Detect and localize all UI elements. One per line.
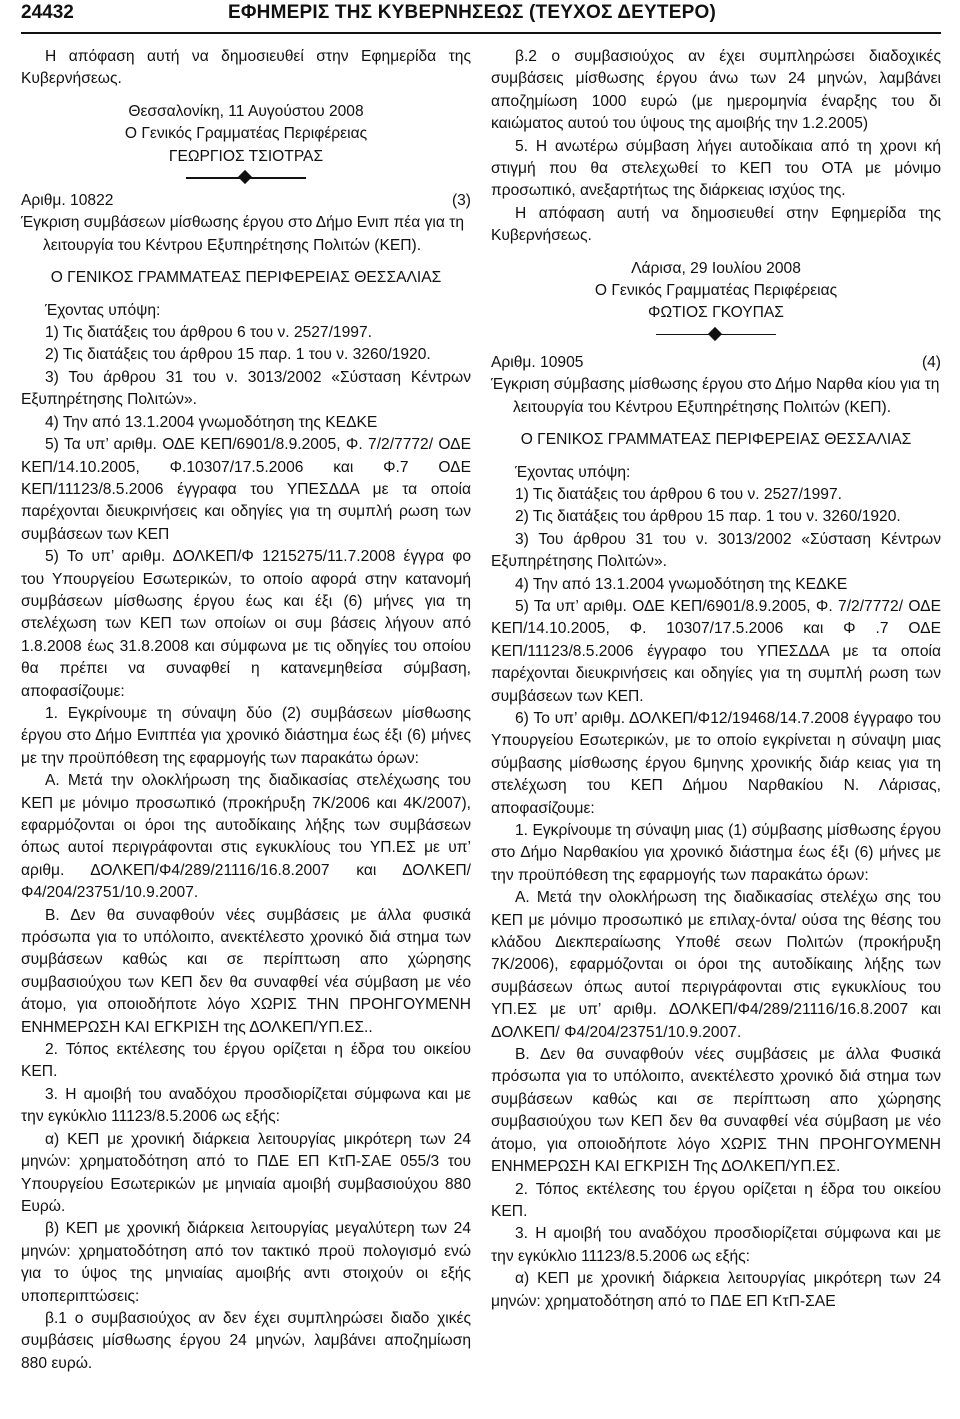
body-paragraph: Α. Μετά την ολοκλήρωση της διαδικασίας στελέχω σης του ΚΕΠ με μόνιμο προσωπικό με επιλαχ-όντα/ ούσα της θέσης του κλάδου Διεκπεραίωσης Υποθέ σεων Πολιτών (προκήρυξη 7Κ/2006), εφαρμόζονται οι όροι της αυτοδίκαιης λήξης των συμβάσεων όπως αυτοί περιγράφονται στις εγκυκλίους του ΥΠ.ΕΣ με υπ’ αριθμ. ΔΟΛΚΕΠ/Φ4/289/21116/16.8.2007 και ΔΟΛΚΕΠ/ Φ4/204/23751/10.9.2007.	[491, 889, 941, 1041]
issuing-authority: Ο ΓΕΝΙΚΟΣ ΓΡΑΜΜΑΤΕΑΣ ΠΕΡΙΦΕΡΕΙΑΣ ΘΕΣΣΑΛΙΑΣ	[520, 431, 912, 449]
body-paragraph: β.2 ο συμβασιούχος αν έχει συμπληρώσει διαδοχικές συμβάσεις μίσθωσης έργου άνω των 24 μηνών, λαμβάνει αποζημίωση 1000 ευρώ (με ημερομηνία έναρξης του δι καιώματος αυτού του ύψους της αμοιβής την 1.2.2005)	[491, 48, 941, 133]
left-body	[21, 322, 471, 1375]
decision-number: Αριθμ. 10822	[21, 192, 114, 210]
body-paragraph: α) ΚΕΠ με χρονική διάρκεια λειτουργίας μικρότερη των 24 μηνών: χρηματοδότηση από το ΠΔΕ ΕΠ ΚτΠ-ΣΑΕ	[491, 1270, 941, 1310]
section-divider-ornament	[656, 326, 776, 344]
publication-note: Η απόφαση αυτή να δημοσιευθεί στην Εφημερίδα της Κυβερνήσεως.	[21, 48, 471, 88]
body-paragraph: 1. Εγκρίνουμε τη σύναψη δύο (2) συμβάσεων μίσθωσης έργου στο Δήμο Ενιππέα για χρονικό διάστημα έως έξι (6) μήνες με την προϋπόθεση της εφαρμογής των παρακάτω όρων:	[21, 704, 471, 767]
body-paragraph: 4) Την από 13.1.2004 γνωμοδότηση της ΚΕΔΚΕ	[45, 413, 378, 431]
having-regard: Έχοντας υπόψη:	[45, 301, 161, 319]
body-paragraph: 2. Τόπος εκτέλεσης του έργου ορίζεται η έδρα του οικείου ΚΕΠ.	[491, 1180, 941, 1220]
body-paragraph: 5) Τα υπ’ αριθμ. ΟΔΕ ΚΕΠ/6901/8.9.2005, Φ. 7/2/7772/ ΟΔΕ ΚΕΠ/14.10.2005, Φ. 10307/17.5.2006 και Φ .7 ΟΔΕ ΚΕΠ/11123/8.5.2006 έγγραφο του ΥΠΕΣΔΔΑ με τα οποία παρέχονται διευκρινήσεις και οδηγίες για τη συμπλή ρωση των συμβάσεων των ΚΕΠ.	[491, 597, 941, 705]
body-paragraph: 5. Η ανωτέρω σύμβαση λήγει αυτοδίκαια από τη χρονι κή στιγμή που θα στελεχωθεί το ΚΕΠ του ΟΤΑ με μόνιμο προσωπικό, ανεξαρτήτως της διάρκειας ισχύος της.	[491, 137, 941, 200]
body-paragraph: 1) Τις διατάξεις του άρθρου 6 του ν. 2527/1997.	[515, 485, 842, 503]
header-rule	[21, 32, 941, 34]
body-paragraph: Β. Δεν θα συναφθούν νέες συμβάσεις με άλλα Φυσικά πρόσωπα για το υπόλοιπο, ανεκτέλεστο χρονικό διά στημα των συμβάσεων καθώς και σε περίπτωση απο χώρησης συμβασιούχου των ΚΕΠ δεν θα συναφθεί νέα σύμβαση με νέο άτομο, για οποιοδήποτε λόγο ΧΩΡΙΣ ΤΗΝ ΠΡΟΗΓΟΥΜΕΝΗ ΕΝΗΜΕΡΩΣΗ ΚΑΙ ΕΓΚΡΙΣΗ Της ΔΟΛΚΕΠ/ΥΠ.ΕΣ.	[491, 1046, 941, 1176]
place-date: Θεσσαλονίκη, 11 Αυγούστου 2008	[128, 102, 364, 120]
decision-title: Έγκριση συμβάσεων μίσθωσης έργου στο Δήμο Ενιπ πέα για τη λειτουργία του Κέντρου Εξυπηρέτησης Πολιτών (ΚΕΠ).	[21, 214, 465, 254]
body-paragraph: 2) Τις διατάξεις του άρθρου 15 παρ. 1 του ν. 3260/1920.	[515, 508, 901, 526]
signer-name: ΦΩΤΙΟΣ ΓΚΟΥΠΑΣ	[648, 304, 784, 322]
place-date: Λάρισα, 29 Ιουλίου 2008	[631, 259, 801, 277]
body-paragraph: 4) Την από 13.1.2004 γνωμοδότηση της ΚΕΔΚΕ	[515, 575, 848, 593]
signer-title: Ο Γενικός Γραμματέας Περιφέρειας	[594, 282, 838, 300]
body-paragraph: 1. Εγκρίνουμε τη σύναψη μιας (1) σύμβασης μίσθωσης έργου στο Δήμο Ναρθακίου για χρονικό διάστημα έως έξι (6) μήνες με την προϋπόθεση της εφαρμογής των παρακάτω όρων:	[491, 822, 941, 884]
body-paragraph: 3. Η αμοιβή του αναδόχου προσδιορίζεται σύμφωνα και με την εγκύκλιο 11123/8.5.2006 ως εξής:	[21, 1085, 471, 1126]
signer-name: ΓΕΩΡΓΙΟΣ ΤΣΙΟΤΡΑΣ	[168, 147, 324, 165]
decision-index: (3)	[451, 192, 471, 210]
section-divider-ornament	[186, 169, 306, 187]
signer-title: Ο Γενικός Γραμματέας Περιφέρειας	[124, 125, 368, 143]
left-column	[21, 46, 471, 1375]
body-paragraph: α) ΚΕΠ με χρονική διάρκεια λειτουργίας μικρότερη των 24 μηνών: χρηματοδότηση από το ΠΔΕ ΕΠ ΚτΠ-ΣΑΕ 055/3 του Υπουργείου Εσωτερικών με μηνιαία αμοιβή συμβασιούχου 880 Ευρώ.	[21, 1130, 471, 1215]
body-paragraph: 6) Το υπ’ αριθμ. ΔΟΛΚΕΠ/Φ12/19468/14.7.2008 έγγραφο του Υπουργείου Εσωτερικών, με το οποίο εγκρίνεται η σύναψη μιας σύμβασης μίσθωσης έργου 6μηνης χρονικής διάρ κειας για τη στελέχωση του ΚΕΠ Δήμου Ναρθακίου Ν. Λάρισας, αποφασίζουμε:	[491, 709, 941, 817]
body-paragraph: 2. Τόπος εκτέλεσης του έργου ορίζεται η έδρα του οικείου ΚΕΠ.	[21, 1041, 471, 1081]
issuing-authority: Ο ΓΕΝΙΚΟΣ ΓΡΑΜΜΑΤΕΑΣ ΠΕΡΙΦΕΡΕΙΑΣ ΘΕΣΣΑΛΙΑΣ	[50, 269, 442, 287]
body-paragraph: 2) Τις διατάξεις του άρθρου 15 παρ. 1 του ν. 3260/1920.	[45, 346, 431, 364]
body-paragraph: Α. Μετά την ολοκλήρωση της διαδικασίας στελέχωσης του ΚΕΠ με μόνιμο προσωπικό (προκήρυξη 7Κ/2006 και 4Κ/2007), εφαρμόζονται οι όροι της αυτοδίκαιης λήξης των συμβάσεων όπως αυτοί περιγράφονται στις εγκυκλίους του ΥΠ.ΕΣ με υπ’ αριθμ. ΔΟΛΚΕΠ/Φ4/289/21116/16.8.2007 και ΔΟΛΚΕΠ/Φ4/204/23751/10.9.2007.	[21, 772, 471, 902]
body-paragraph: 5) Τα υπ’ αριθμ. ΟΔΕ ΚΕΠ/6901/8.9.2005, Φ. 7/2/7772/ ΟΔΕ ΚΕΠ/14.10.2005, Φ.10307/17.5.2006 και Φ.7 ΟΔΕ ΚΕΠ/11123/8.5.2006 έγγραφα του ΥΠΕΣΔΔΑ με τα οποία παρέχονται διευκρινήσεις και οδηγίες για τη συμπλή ρωση των συμβάσεων των ΚΕΠ	[21, 436, 471, 543]
body-paragraph: 3. Η αμοιβή του αναδόχου προσδιορίζεται σύμφωνα και με την εγκύκλιο 11123/8.5.2006 ως εξής:	[491, 1225, 941, 1265]
body-paragraph: Η απόφαση αυτή να δημοσιευθεί στην Εφημερίδα της Κυβερνήσεως.	[491, 204, 941, 245]
having-regard: Έχοντας υπόψη:	[515, 463, 631, 481]
body-paragraph: 1) Τις διατάξεις του άρθρου 6 του ν. 2527/1997.	[45, 324, 372, 342]
body-paragraph: Β. Δεν θα συναφθούν νέες συμβάσεις με άλλα φυσικά πρόσωπα για το υπόλοιπο, ανεκτέλεστο χρονικό διά στημα των συμβάσεων καθώς και σε περίπτωση απο χώρησης συμβασιούχου των ΚΕΠ δεν θα συναφθεί νέα σύμβαση με νέο άτομο, για οποιοδήποτε λόγο ΧΩΡΙΣ ΤΗΝ ΠΡΟΗΓΟΥΜΕΝΗ ΕΝΗΜΕΡΩΣΗ ΚΑΙ ΕΓΚΡΙΣΗ της ΔΟΛΚΕΠ/ΥΠ.ΕΣ..	[21, 906, 471, 1036]
page-number: 24432	[21, 2, 74, 23]
decision-number: Αριθμ. 10905	[491, 353, 584, 371]
body-paragraph: β) ΚΕΠ με χρονική διάρκεια λειτουργίας μεγαλύτερη των 24 μηνών: χρηματοδότηση από τον τακτικό προϋ πολογισμό ενώ για το ύψος της μηνιαίας αμοιβής αντι στοιχούν οι εξής υποπεριπτώσεις:	[21, 1220, 471, 1305]
body-paragraph: 5) Το υπ’ αριθμ. ΔΟΛΚΕΠ/Φ 1215275/11.7.2008 έγγρα φο του Υπουργείου Εσωτερικών, το οποίο αφορά στην κατανομή συμβάσεων μίσθωσης έργου έως και έξι (6) μήνες για τη στελέχωση των ΚΕΠ των οποίων οι συμ βάσεις λήγουν από 1.8.2008 έως 31.8.2008 και σύμφωνα με τις οδηγίες του οποίου θα πρέπει να συναφθεί η κατανεμηθείσα σύμβαση, αποφασίζουμε:	[21, 548, 471, 700]
decision-index: (4)	[921, 353, 941, 371]
page-header	[0, 0, 960, 30]
body-paragraph: 3) Του άρθρου 31 του ν. 3013/2002 «Σύσταση Κέντρων Εξυπηρέτησης Πολιτών».	[21, 368, 471, 409]
right-body-top	[491, 46, 941, 248]
decision-title: Έγκριση σύμβασης μίσθωσης έργου στο Δήμο Ναρθα κίου για τη λειτουργία του Κέντρου Εξυπηρέτησης Πολιτών (ΚΕΠ).	[491, 376, 940, 416]
decision-header	[491, 352, 941, 374]
right-column	[491, 46, 941, 1313]
right-body	[491, 484, 941, 1313]
body-paragraph: 3) Του άρθρου 31 του ν. 3013/2002 «Σύσταση Κέντρων Εξυπηρέτησης Πολιτών».	[491, 530, 941, 571]
gazette-title: ΕΦΗΜΕΡΙΣ ΤΗΣ ΚΥΒΕΡΝΗΣΕΩΣ (ΤΕΥΧΟΣ ΔΕΥΤΕΡΟ)	[228, 2, 716, 23]
body-paragraph: β.1 ο συμβασιούχος αν δεν έχει συμπληρώσει διαδο χικές συμβάσεις μίσθωσης έργου 24 μηνών, λαμβάνει αποζημίωση 880 ευρώ.	[21, 1309, 471, 1372]
decision-header	[21, 190, 471, 212]
